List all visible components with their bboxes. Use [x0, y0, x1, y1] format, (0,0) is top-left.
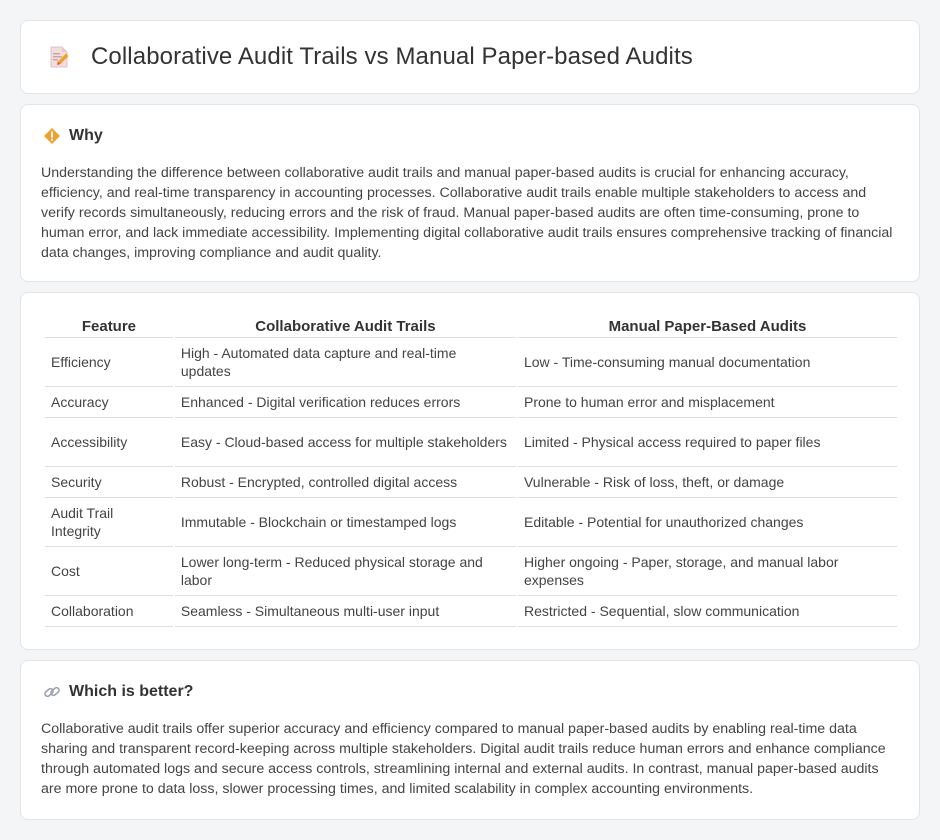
header-collaborative: Collaborative Audit Trails: [175, 315, 516, 338]
feature-cell: Accessibility: [45, 418, 173, 467]
manual-cell: Higher ongoing - Paper, storage, and manual labor expenses: [518, 547, 897, 596]
feature-cell: Security: [45, 467, 173, 498]
feature-cell: Accuracy: [45, 387, 173, 418]
why-section: [20, 104, 920, 282]
table-row: [45, 498, 897, 547]
manual-cell: Editable - Potential for unauthorized changes: [518, 498, 897, 547]
collaborative-cell: Enhanced - Digital verification reduces errors: [175, 387, 516, 418]
collaborative-cell: Lower long-term - Reduced physical storage and labor: [175, 547, 516, 596]
which-is-better-section: [20, 660, 920, 820]
feature-cell: Audit Trail Integrity: [45, 498, 173, 547]
comparison-card: [20, 292, 920, 650]
comparison-table: [43, 315, 899, 627]
collaborative-cell: Robust - Encrypted, controlled digital access: [175, 467, 516, 498]
collaborative-cell: High - Automated data capture and real-time updates: [175, 338, 516, 387]
manual-cell: Limited - Physical access required to paper files: [518, 418, 897, 467]
better-title: Which is better?: [69, 683, 194, 700]
table-row: [45, 387, 897, 418]
collaborative-cell: Seamless - Simultaneous multi-user input: [175, 596, 516, 627]
better-text: Collaborative audit trails offer superior accuracy and efficiency compared to manual paper-based audits by enabling real-time data sharing and transparent record-keeping across multiple stakeholders. Digital audit trails reduce human errors and enhance compliance through automated logs and secure access controls, streamlining internal and external audits. In contrast, manual paper-based audits are more prone to data loss, slower processing times, and limited scalability in complex accounting environments.: [41, 721, 886, 797]
table-row: [45, 596, 897, 627]
collaborative-cell: Easy - Cloud-based access for multiple stakeholders: [175, 418, 516, 467]
feature-cell: Efficiency: [45, 338, 173, 387]
feature-cell: Cost: [45, 547, 173, 596]
document-edit-icon: [47, 45, 71, 69]
why-title: Why: [69, 127, 103, 144]
table-row: [45, 467, 897, 498]
manual-cell: Vulnerable - Risk of loss, theft, or damage: [518, 467, 897, 498]
why-text: Understanding the difference between collaborative audit trails and manual paper-based audits is crucial for enhancing accuracy, efficiency, and real-time transparency in accounting processes. Collaborative audit trails enable multiple stakeholders to access and verify records simultaneously, reducing errors and the risk of fraud. Manual paper-based audits are often time-consuming, prone to human error, and lack immediate accessibility. Implementing digital collaborative audit trails ensures comprehensive tracking of financial data changes, improving compliance and audit quality.: [41, 165, 893, 261]
table-row: [45, 338, 897, 387]
manual-cell: Low - Time-consuming manual documentation: [518, 338, 897, 387]
page-title: Collaborative Audit Trails vs Manual Paper-based Audits: [91, 43, 693, 70]
feature-cell: Collaboration: [45, 596, 173, 627]
manual-cell: Restricted - Sequential, slow communication: [518, 596, 897, 627]
manual-cell: Prone to human error and misplacement: [518, 387, 897, 418]
table-row: [45, 418, 897, 467]
header-feature: Feature: [45, 315, 173, 338]
table-header-row: [45, 315, 897, 338]
header-manual: Manual Paper-Based Audits: [518, 315, 897, 338]
table-row: [45, 547, 897, 596]
diamond-warning-icon: [43, 127, 61, 145]
title-card: [20, 20, 920, 94]
link-icon: [43, 683, 61, 701]
collaborative-cell: Immutable - Blockchain or timestamped logs: [175, 498, 516, 547]
